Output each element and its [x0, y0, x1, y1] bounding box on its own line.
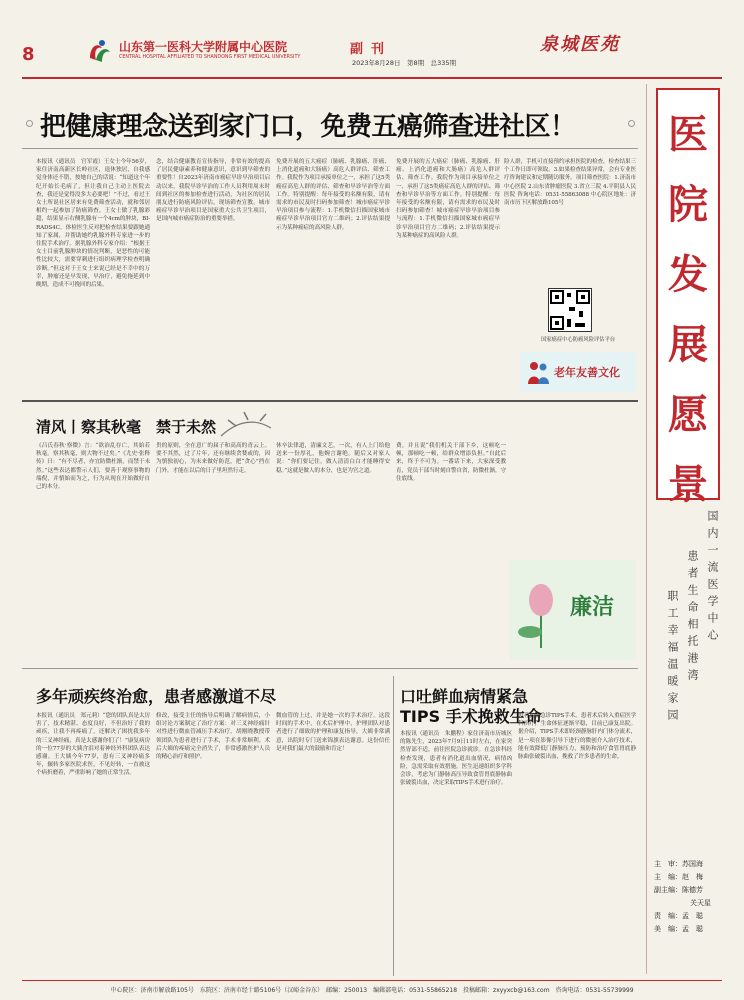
vision-char: 院	[668, 182, 708, 228]
integrity-text: 廉洁	[570, 594, 615, 620]
divider	[22, 400, 638, 402]
lotus-icon	[516, 570, 566, 650]
elderly-icon	[524, 358, 552, 386]
footer-info: 中心院区：济南市解放路105号 东院区：济南市经十路5106号（汉峪金谷东） 邮编：250013 编辑部电话：0531-55865218 投稿邮箱：zxyyxcb@163.com 咨询电话：0531-55739999	[110, 987, 634, 994]
vision-line-1: 国内一流医学中心	[706, 510, 719, 646]
article4-title-1: 口吐鲜血病情紧急	[400, 687, 529, 706]
vision-line-2: 患者生命相托港湾	[686, 550, 699, 686]
qr-code-icon[interactable]	[548, 288, 592, 332]
article3-col2: 修改，接受主任的指导后明确了解病情后，小组讨论方案制定了治疗方案：对三叉神经痛针对性进行微血管减压手术治疗。胡刚晓教授带领团队为患者进行了手术，手术非常顺利。术后大姨的疼痛完全消失了，非常感激医护人员的精心治疗和照护。	[156, 713, 270, 761]
article1-col1: 本报讯（通讯员 官军霞）王女士今年56岁，家住济南高新区长岭社区，退休独居，自我感觉身体还不错，按她自己的话说：“知道这个年纪开始长毛病了，但让我自己主动上医院去查，我还是觉得没多大必要吧！”不过，看过王女士所说社区居来有免费筛查活动，就和邻居相约一起参加了防癌筛查。王女士做了乳腺彩超，结果显示右侧乳腺有一个4cm的肿块，BI-RADS4C。体检医生反对把检查结果要跟她通知了家属，并帮助她约乳腺外科专家进一步的住院手术治疗。据乳腺外科专家介绍：“根据王女士目前乳腺肿块的情况判断，是恶性的可能性比较大，需要穿刺进行组织病理学检查明确诊断。”但这对于王女士来说已经是不幸中的万幸，肿瘤还是早发现，早治疗，避免拖延到中晚期，造成不可挽回的后果。	[36, 159, 150, 289]
article1-col4: 免费开展的五大癌症（肺癌、乳腺癌、肝癌、上消化道癌和大肠癌）高危人群评估、筛查工作。我院作为项目承接单位之一，承担了这5类癌症高危人群的评估、筛查和早诊早治等方面工作。特别提醒：每年接受的名额有限，请有需求的市民及时扫码参加筛查！城市癌症早诊早治项目参与流程：1.手机微信扫描国家城市癌症早诊早治项目官方二维码；2.评估结果提示为某种癌症的高风险人群。	[396, 159, 500, 239]
article2-col2: 贵的原则，全在意广的届子和高高的青云上。要不其然，过了片年，还有继续贪婪或的，因为慎独初心，为未来做好防范，把“贪心”挡在门外，才能在以后的日子里坦然行走。	[156, 443, 270, 474]
integrity-image	[510, 560, 636, 660]
article2-col1: 《吕氏春秋·察微》言：“欲治乱存亡，其始若秋毫。察其秋毫，则大物不过矣。”《尤史·张释传》曰：“有不尽者，亦宜防微杜渐，而禁于未然。”这些表达都警示人们，要善于观察事物的端倪，并慎始而为之，行为从现在开始做好自己的本分。	[36, 443, 150, 491]
issue-info: 2023年8月28日 第8期 总335期	[352, 59, 456, 67]
column-divider	[393, 676, 394, 976]
divider	[22, 148, 638, 149]
banner-text: 老年友善文化	[554, 366, 620, 379]
vision-char: 展	[668, 322, 708, 368]
editor-row: 责 编：孟 聪	[654, 912, 703, 920]
article3-title: 多年顽疾终治愈，患者感激道不尽	[36, 687, 277, 706]
article1-col2: 念，结合健康教育宣传指导，非常有效的提高了居民健康素养和健康意识，意识到早筛查的重要性！自2023年济南市癌症早诊早治项目启动以来，我院早诊早治的工作人员利用周末时间到社区的参加检查进行活动，为社区的居民朋友进行防癌风险评估，现场筛查宣教。城市癌症早诊早治项目是国家重大公共卫生项目，是国内城市癌症防治的重要举措。	[156, 159, 270, 223]
article4-title-2: TIPS 手术挽救生命	[400, 707, 542, 726]
editor-row: 主 审：苏国海	[654, 860, 703, 868]
editor-row: 美 编：孟 聪	[654, 925, 703, 933]
article2-col3: 休卒法律道，清廉文艺，一次，有人上门给他送来一份厚礼，他婉言谢绝。随后又对家人说：“你们要记住，做人清清白白才能睡得安稳。”这就是做人的本分，也是为官之道。	[276, 443, 390, 474]
vision-line-3: 职工幸福温暖家园	[666, 590, 679, 726]
footer-rule	[22, 980, 722, 981]
article4-col1: 本报讯（通讯员 朱鹏程）家住济南市历城区的陈先生，2023年7月9日11时左右，在家突然胃部不适，前往医院急诊就诊。在急诊科经检查发现，患者有消化道出血情况，病情凶险，急需采取有效措施。医生迅速组织多学科会诊，考虑为门静脉高压导致食管胃底静脉曲张破裂出血，决定采取TIPS手术进行治疗。	[400, 731, 512, 787]
hospital-name-en: CENTRAL HOSPITAL AFFILIATED TO SHANDONG FIRST MEDICAL UNIVERSITY	[119, 55, 301, 60]
ink-bamboo-icon	[216, 408, 276, 438]
article4-col2: 患者实施急诊TIPS手术。患者术后转入重症医学科治疗，生命体征逐渐平稳，目前已康复出院。据介绍，TIPS手术即经颈静脉肝内门体分流术，是一项在影像引导下进行的微创介入治疗技术，能有效降低门静脉压力，预防和治疗食管胃底静脉曲张破裂出血，挽救了许多患者的生命。	[518, 713, 636, 761]
column-brand: 泉城医苑	[540, 34, 620, 55]
page-number: 8	[22, 44, 35, 65]
hospital-logo-icon	[84, 36, 114, 66]
hospital-name: 山东第一医科大学附属中心医院	[119, 40, 288, 54]
senior-friendly-banner	[520, 352, 636, 392]
bullet-icon	[628, 120, 635, 127]
qr-caption: 国家癌症中心防癌风险评估平台	[540, 337, 616, 343]
article1-col5: 险人群，手机可直接预约承担医院的检查，检查结果三个工作日即可领取。3.如果检查结果异常，会有专业医疗咨询建议和定期随访服务。项目筛查医院：1.济南市中心医院 2.山东省肿瘤医院 3.省立三院 4.平阴县人民医院 咨询电话：0531-55863088 中心院区地址：济南市历下区解放路105号	[504, 159, 636, 207]
header-rule	[22, 77, 722, 79]
section-label: 副刊	[350, 42, 393, 57]
editor-list	[654, 858, 711, 936]
article3-col1: 本报讯（通讯员 郑元莉）“您的团队真是太厉害了，技术精湛、态度良好，不但治好了我的顽疾，让我不再疼痛了，还解决了困扰我多年的三叉神经痛，真是太感谢你们了！”康复病房的一位77岁的大姨含泪对着神经外科团队表达感谢。王大姨今年77岁，患有三叉神经痛多年，辗转多家医院求医，不见好转，一直被这个病折磨着，严重影响了她的正常生活。	[36, 713, 150, 777]
editor-row: 关天星	[690, 899, 711, 907]
vision-char: 医	[668, 112, 708, 158]
article1-col3: 免费开展的五大癌症（肺癌、乳腺癌、肝癌、上消化道癌和大肠癌）高危人群评估、筛查工作。我院作为项目承接单位之一，承担了这5类癌症高危人群的评估、筛查和早诊早治等方面工作。特别提醒：每年接受的名额有限，请有需求的市民及时扫码参加筛查！城市癌症早诊早治项目参与流程：1.手机微信扫描国家城市癌症早诊早治项目官方二维码；2.评估结果提示为某种癌症的高风险人群。	[276, 159, 390, 231]
bullet-icon	[26, 120, 33, 127]
vision-title	[660, 100, 716, 520]
vision-char: 景	[668, 462, 708, 508]
article3-col3: 微血管的上过，并是她一次的手术治疗，这段时间的手术中，在术后护理中，护理团队对患者进行了细致的护理和康复指导，大姨非常满意，出院时专门送来锦旗表达谢意。这份信任是对我们最大的鼓励和肯定！	[276, 713, 390, 752]
editor-row: 副主编：陈德芳	[654, 886, 703, 894]
editor-row: 主 编：赵 梅	[654, 873, 703, 881]
article2-title: 清风丨察其秋毫 禁于未然	[36, 418, 217, 436]
divider	[22, 668, 638, 669]
article2-col4: 费，并且说“我们机关干部下乡，这顿吃一顿，那顿吃一顿，给群众增添负担。”自此后来，终于不可为。一番话下来，大家深受教育，党员干部当时刻自警自省，防微杜渐，守住底线。	[396, 443, 506, 482]
vision-char: 发	[668, 252, 708, 298]
vision-char: 愿	[668, 392, 708, 438]
article1-headline: 把健康理念送到家门口，免费五癌筛查进社区！	[40, 112, 576, 142]
